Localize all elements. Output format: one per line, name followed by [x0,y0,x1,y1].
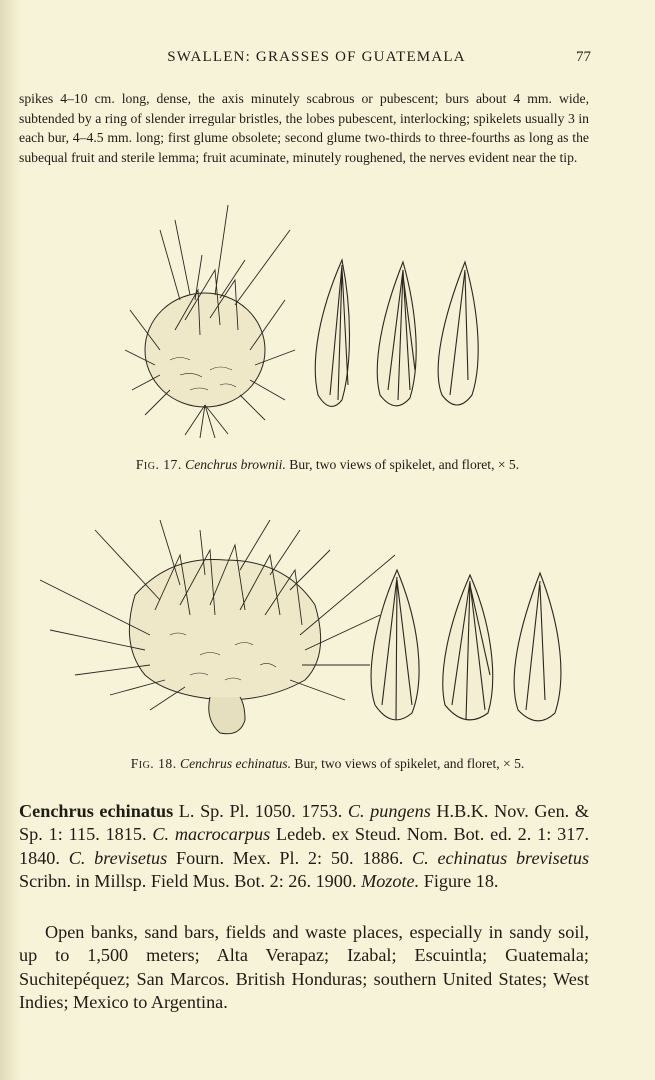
figure-17-text: Bur, two views of spikelet, and floret, × 5. [289,457,520,472]
figure-17-label: Fig. 17. [135,457,182,472]
bur-drawing [125,205,295,438]
citation-text: Figure 18. [419,871,499,892]
synonym-name: C. macrocarpus [152,824,271,845]
floret-drawing [438,262,478,405]
synonym-name: C. brevisetus [68,847,168,868]
figure-18-species: Cenchrus echinatus. [180,756,292,771]
spikelet-view-1 [371,570,419,720]
species-entry [19,800,589,894]
citation-text: Scribn. in Millsp. Field Mus. Bot. 2: 26. 1900. [19,871,362,892]
bur-drawing [40,520,395,734]
figure-18-illustration [40,515,570,740]
spikelet-view-2 [443,575,493,720]
figure-17-illustration [120,200,500,445]
synonym-name: C. echinatus brevisetus [412,847,590,868]
habitat-paragraph: Open banks, sand bars, fields and waste places, especially in sandy soil, up to 1,500 meters; Alta Verapaz; Izabal; Escuintla; Guatemala; Suchitepéquez; San Marcos. British Honduras; southern United States; West Indies; Mexico to Argentina. [19,922,589,1013]
figure-18-label: Fig. 18. [130,756,177,771]
citation-text: Ledeb. ex Steud. Nom. Bot. ed. 2. 1: 317. 1840. [19,824,589,868]
synonym-name: C. pungens [347,801,431,821]
citation-text: H.B.K. Nov. Gen. & Sp. 1: 115. 1815. [19,801,589,845]
figure-18-text: Bur, two views of spikelet, and floret, × 5. [294,756,525,771]
page-number: 77 [576,49,591,65]
spikelet-view-2 [377,262,416,406]
figure-17-species: Cenchrus brownii. [185,457,286,472]
figure-17-caption [0,457,655,473]
citation-text: Fourn. Mex. Pl. 2: 50. 1886. [167,847,413,868]
citation-text: L. Sp. Pl. 1050. 1753. [173,801,348,821]
floret-drawing [514,573,561,721]
spikelet-view-1 [315,260,349,406]
species-name: Cenchrus echinatus [19,801,174,821]
running-head: SWALLEN: GRASSES OF GUATEMALA [167,49,466,65]
description-paragraph: spikes 4–10 cm. long, dense, the axis minutely scabrous or pubescent; burs about 4 mm. wide, subtended by a ring of slender irregular bristles, the lobes pubescent, interlocking; spikelets usually 3 in each bur, 4–4.5 mm. long; first glume obsolete; second glume two-thirds to three-fourths as long as the subequal fruit and sterile lemma; fruit acuminate, minutely roughened, the nerves evident near the tip. [19,91,589,165]
synonym-name: Mozote. [361,871,420,892]
page-header [40,49,593,69]
figure-18-caption [0,756,655,772]
